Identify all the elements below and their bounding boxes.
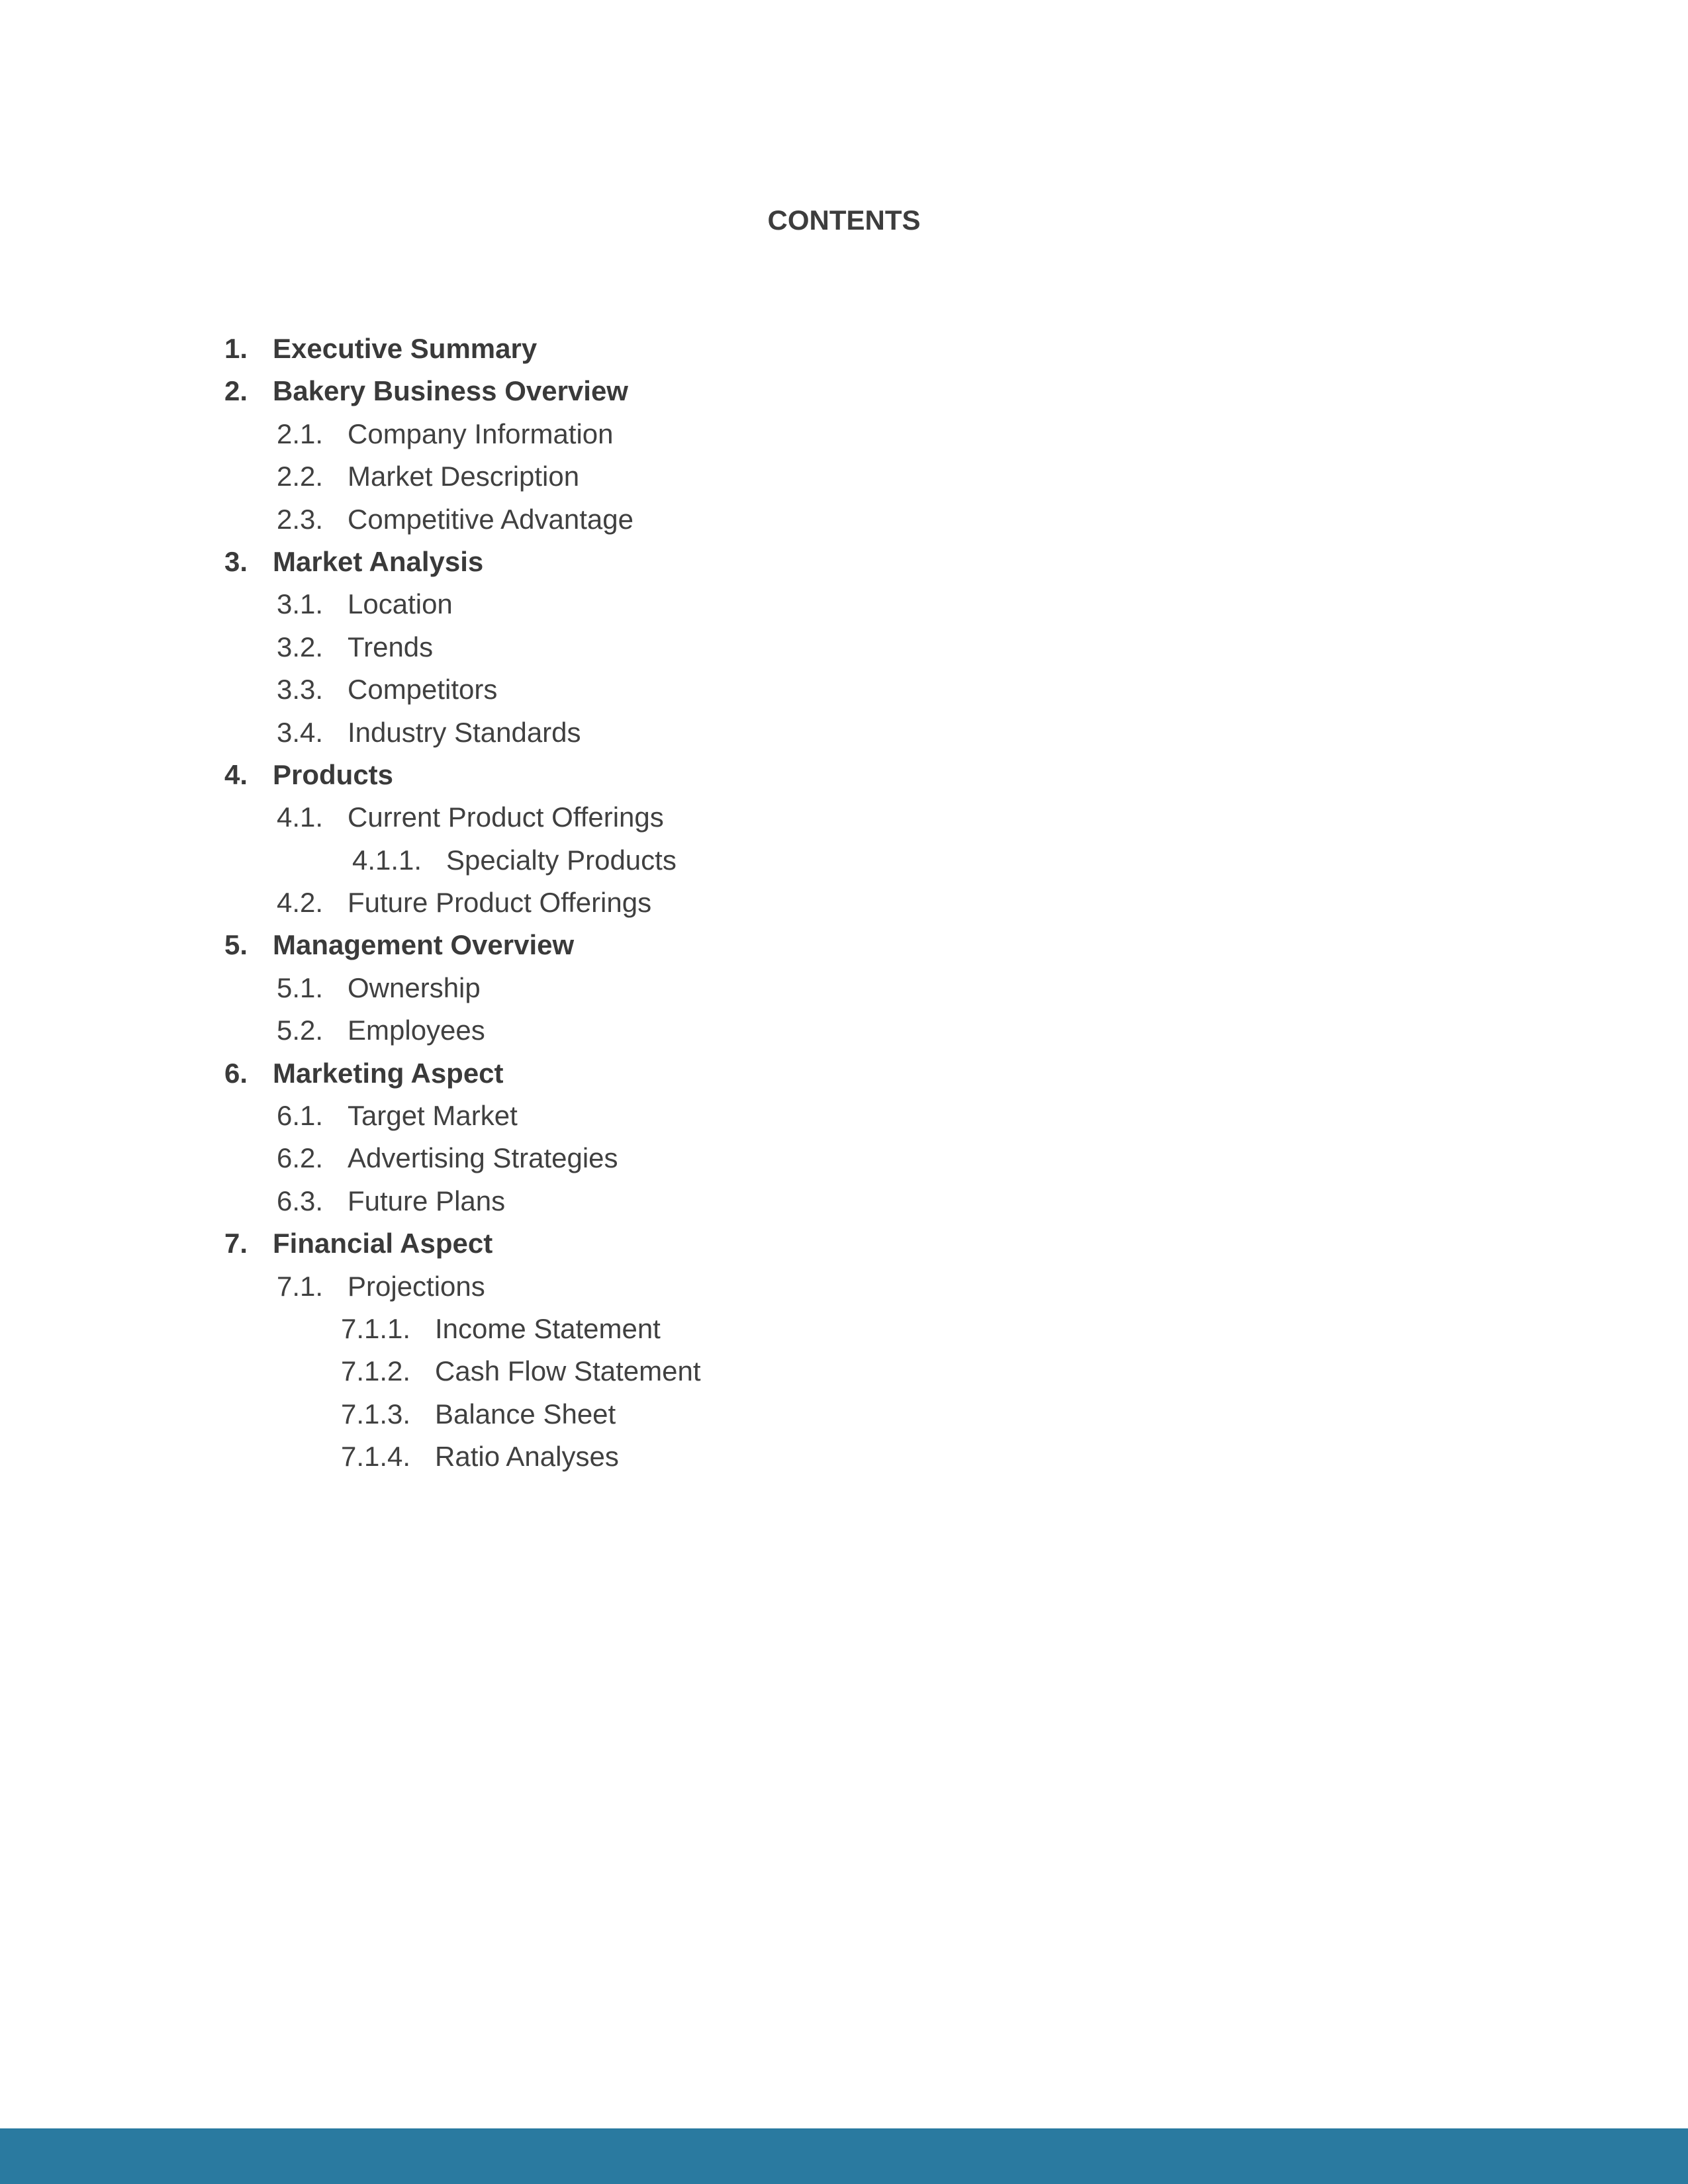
- toc-entry-label: Competitors: [348, 674, 498, 705]
- toc-entry-number: 5.2.: [277, 1015, 324, 1046]
- toc-subsubentry[interactable]: [0, 1391, 1688, 1433]
- toc-entry-number: 5.1.: [277, 972, 324, 1003]
- toc-subentry[interactable]: [0, 1007, 1688, 1050]
- toc-entry-label: Company Information: [348, 418, 614, 449]
- toc-subentry[interactable]: [0, 1263, 1688, 1306]
- toc-entry-number: 7.1.2.: [341, 1355, 411, 1387]
- toc-entry-label: Cash Flow Statement: [435, 1355, 701, 1387]
- toc-entry-label: Products: [273, 758, 394, 790]
- toc-entry-label: Target Market: [348, 1100, 518, 1132]
- toc-entry-label: Market Description: [348, 461, 580, 492]
- toc-entry-number: 4.1.: [277, 801, 324, 833]
- toc-entry-number: 4.2.: [277, 887, 324, 919]
- toc-entry-label: Executive Summary: [273, 333, 538, 364]
- toc-entry-label: Employees: [348, 1015, 485, 1046]
- toc-entry-number: 6.1.: [277, 1100, 324, 1132]
- toc-subentry[interactable]: [0, 1135, 1688, 1177]
- toc-entry-label: Future Product Offerings: [348, 887, 652, 919]
- toc-entry-label: Marketing Aspect: [273, 1057, 504, 1089]
- toc-entry[interactable]: [0, 1220, 1688, 1263]
- toc-entry-label: Projections: [348, 1270, 485, 1302]
- toc-entry[interactable]: [0, 752, 1688, 794]
- toc-subentry[interactable]: [0, 794, 1688, 837]
- page-title: CONTENTS: [767, 205, 921, 236]
- toc-subentry[interactable]: [0, 581, 1688, 623]
- toc-entry-number: 3.2.: [277, 631, 324, 662]
- toc-entry-number: 5.: [224, 929, 248, 961]
- toc-subentry[interactable]: [0, 709, 1688, 752]
- toc-entry[interactable]: [0, 539, 1688, 581]
- toc-entry[interactable]: [0, 368, 1688, 410]
- toc-entry-label: Future Plans: [348, 1185, 506, 1216]
- toc-entry-number: 7.1.3.: [341, 1398, 411, 1430]
- toc-entry-number: 7.: [224, 1228, 248, 1259]
- table-of-contents: [0, 326, 1688, 1477]
- toc-entry-label: Bakery Business Overview: [273, 375, 628, 407]
- toc-entry-label: Ratio Analyses: [435, 1441, 619, 1473]
- toc-subentry[interactable]: [0, 411, 1688, 453]
- toc-entry-number: 3.3.: [277, 674, 324, 705]
- toc-subsubentry[interactable]: [0, 1348, 1688, 1390]
- toc-entry-label: Industry Standards: [348, 716, 581, 748]
- toc-subentry[interactable]: [0, 496, 1688, 539]
- toc-entry-number: 4.: [224, 758, 248, 790]
- toc-subentry[interactable]: [0, 666, 1688, 709]
- toc-entry-label: Specialty Products: [446, 844, 677, 876]
- toc-entry-label: Market Analysis: [273, 545, 484, 577]
- toc-entry-number: 3.: [224, 545, 248, 577]
- toc-subentry[interactable]: [0, 453, 1688, 496]
- toc-entry-label: Current Product Offerings: [348, 801, 664, 833]
- toc-entry-number: 1.: [224, 333, 248, 364]
- footer-bar: [0, 2128, 1688, 2184]
- toc-subentry[interactable]: [0, 880, 1688, 922]
- toc-entry[interactable]: [0, 326, 1688, 368]
- toc-entry-label: Trends: [348, 631, 434, 662]
- toc-entry-number: 7.1.4.: [341, 1441, 411, 1473]
- toc-entry-number: 6.: [224, 1057, 248, 1089]
- toc-subentry[interactable]: [0, 1178, 1688, 1220]
- toc-entry-label: Financial Aspect: [273, 1228, 493, 1259]
- toc-entry-number: 7.1.1.: [341, 1312, 411, 1344]
- toc-entry-number: 6.2.: [277, 1142, 324, 1174]
- toc-entry-label: Competitive Advantage: [348, 503, 633, 535]
- toc-entry-number: 4.1.1.: [352, 844, 422, 876]
- toc-entry-label: Income Statement: [435, 1312, 661, 1344]
- toc-entry-number: 2.: [224, 375, 248, 407]
- toc-subentry[interactable]: [0, 1093, 1688, 1135]
- toc-entry-number: 3.4.: [277, 716, 324, 748]
- toc-subsubentry[interactable]: [0, 1433, 1688, 1476]
- toc-subsubentry[interactable]: [0, 1306, 1688, 1348]
- toc-subentry[interactable]: [0, 965, 1688, 1007]
- toc-entry-number: 3.1.: [277, 588, 324, 620]
- toc-entry-number: 2.2.: [277, 461, 324, 492]
- toc-entry-number: 6.3.: [277, 1185, 324, 1216]
- toc-entry-number: 2.1.: [277, 418, 324, 449]
- toc-subsubentry[interactable]: [0, 837, 1688, 880]
- toc-subentry[interactable]: [0, 624, 1688, 666]
- toc-entry-number: 2.3.: [277, 503, 324, 535]
- toc-entry-number: 7.1.: [277, 1270, 324, 1302]
- toc-entry-label: Management Overview: [273, 929, 575, 961]
- toc-entry[interactable]: [0, 1050, 1688, 1093]
- toc-entry-label: Advertising Strategies: [348, 1142, 618, 1174]
- toc-entry-label: Balance Sheet: [435, 1398, 616, 1430]
- toc-entry-label: Location: [348, 588, 453, 620]
- toc-entry[interactable]: [0, 922, 1688, 964]
- toc-entry-label: Ownership: [348, 972, 481, 1003]
